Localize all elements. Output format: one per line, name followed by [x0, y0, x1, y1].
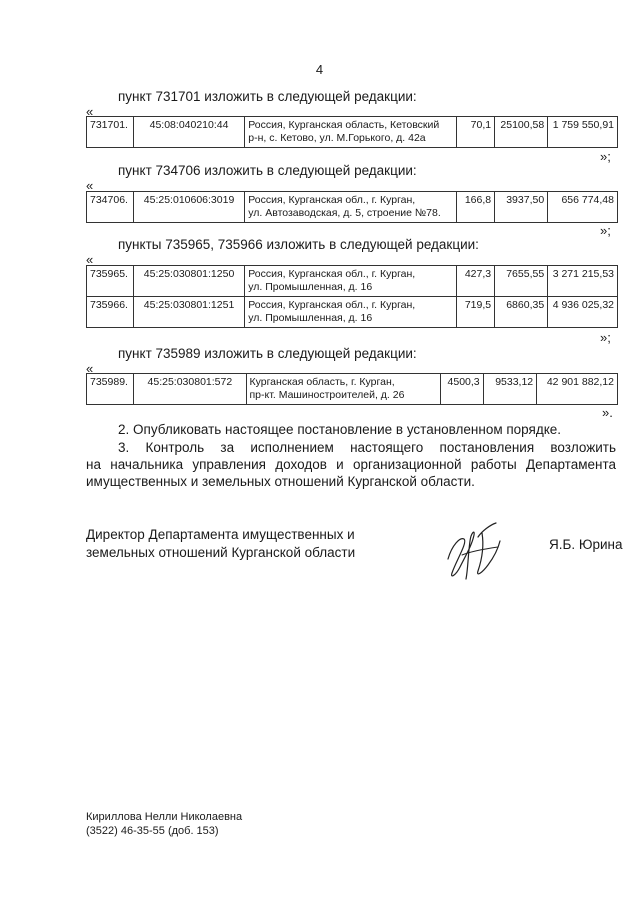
signatory-title-line-1: Директор Департамента имущественных и — [86, 527, 355, 542]
clause-3-line-2: на начальника управления доходов и организационной работы Департамента — [86, 457, 616, 472]
unit-value: 6860,35 — [495, 297, 548, 328]
clause-3-line-1: 3. Контроль за исполнением настоящего постановления возложить — [118, 440, 616, 455]
section-3-close-quote: »; — [600, 330, 611, 345]
row-number: 735989. — [87, 374, 134, 405]
address — [245, 192, 456, 223]
section-4-table — [86, 373, 618, 405]
cadastral-value: 656 774,48 — [548, 192, 618, 223]
section-2-table — [86, 191, 618, 223]
cadastral-number: 45:25:030801:572 — [134, 374, 246, 405]
unit-value: 25100,58 — [495, 117, 548, 148]
address — [245, 117, 456, 148]
table-row — [87, 297, 618, 328]
handwritten-signature-icon — [438, 515, 510, 587]
address — [245, 297, 456, 328]
cadastral-number: 45:25:030801:1250 — [133, 266, 244, 297]
table-row — [87, 374, 618, 405]
section-1-table — [86, 116, 618, 148]
section-4-intro: пункт 735989 изложить в следующей редакции: — [118, 346, 417, 361]
address — [245, 266, 456, 297]
address-line-2: ул. Промышленная, д. 16 — [248, 312, 373, 324]
address-line-1: Россия, Курганская обл., г. Курган, — [248, 268, 416, 280]
cadastral-value: 4 936 025,32 — [548, 297, 618, 328]
address-line-2: р-н, с. Кетово, ул. М.Горького, д. 42а — [248, 132, 426, 144]
address-line-2: пр-кт. Машиностроителей, д. 26 — [249, 389, 405, 401]
table-row — [87, 266, 618, 297]
address-line-1: Россия, Курганская обл., г. Курган, — [248, 194, 416, 206]
section-1-close-quote: »; — [600, 149, 611, 164]
area: 427,3 — [456, 266, 495, 297]
address-line-2: ул. Промышленная, д. 16 — [248, 281, 373, 293]
area: 166,8 — [456, 192, 495, 223]
section-1-intro: пункт 731701 изложить в следующей редакции: — [118, 89, 417, 104]
address-line-2: ул. Автозаводская, д. 5, строение №78. — [248, 207, 441, 219]
row-number: 734706. — [87, 192, 134, 223]
clause-2: 2. Опубликовать настоящее постановление в установленном порядке. — [118, 422, 562, 437]
section-1-open-quote: « — [86, 104, 94, 119]
section-4-open-quote: « — [86, 361, 94, 376]
section-2-open-quote: « — [86, 178, 94, 193]
unit-value: 7655,55 — [495, 266, 548, 297]
table-row — [87, 117, 618, 148]
area: 70,1 — [456, 117, 495, 148]
area: 719,5 — [456, 297, 495, 328]
clause-3-line-3: имущественных и земельных отношений Курганской области. — [86, 474, 475, 489]
section-2-intro: пункт 734706 изложить в следующей редакции: — [118, 163, 417, 178]
area: 4500,3 — [440, 374, 483, 405]
cadastral-value: 1 759 550,91 — [548, 117, 618, 148]
address — [246, 374, 440, 405]
table-row — [87, 192, 618, 223]
executor-name: Кириллова Нелли Николаевна — [86, 811, 243, 823]
executor-phone: (3522) 46-35-55 (доб. 153) — [86, 825, 219, 837]
signatory-title-line-2: земельных отношений Курганской области — [86, 545, 356, 560]
row-number: 735966. — [87, 297, 134, 328]
address-line-1: Россия, Курганская обл., г. Курган, — [248, 299, 416, 311]
section-2-close-quote: »; — [600, 223, 611, 238]
signatory-name: Я.Б. Юрина — [549, 537, 623, 552]
executor-info — [86, 810, 242, 838]
cadastral-number: 45:08:040210:44 — [133, 117, 244, 148]
address-line-1: Курганская область, г. Курган, — [249, 376, 395, 388]
section-3-table — [86, 265, 618, 328]
cadastral-value: 42 901 882,12 — [537, 374, 618, 405]
row-number: 735965. — [87, 266, 134, 297]
section-4-close-quote: ». — [602, 405, 613, 420]
section-3-intro: пункты 735965, 735966 изложить в следующей редакции: — [118, 237, 479, 252]
unit-value: 9533,12 — [483, 374, 537, 405]
row-number: 731701. — [87, 117, 134, 148]
cadastral-value: 3 271 215,53 — [548, 266, 618, 297]
cadastral-number: 45:25:010606:3019 — [133, 192, 244, 223]
unit-value: 3937,50 — [495, 192, 548, 223]
page-number: 4 — [315, 62, 324, 77]
section-3-open-quote: « — [86, 252, 94, 267]
cadastral-number: 45:25:030801:1251 — [133, 297, 244, 328]
address-line-1: Россия, Курганская область, Кетовский — [248, 119, 440, 131]
signatory-title — [86, 526, 355, 562]
